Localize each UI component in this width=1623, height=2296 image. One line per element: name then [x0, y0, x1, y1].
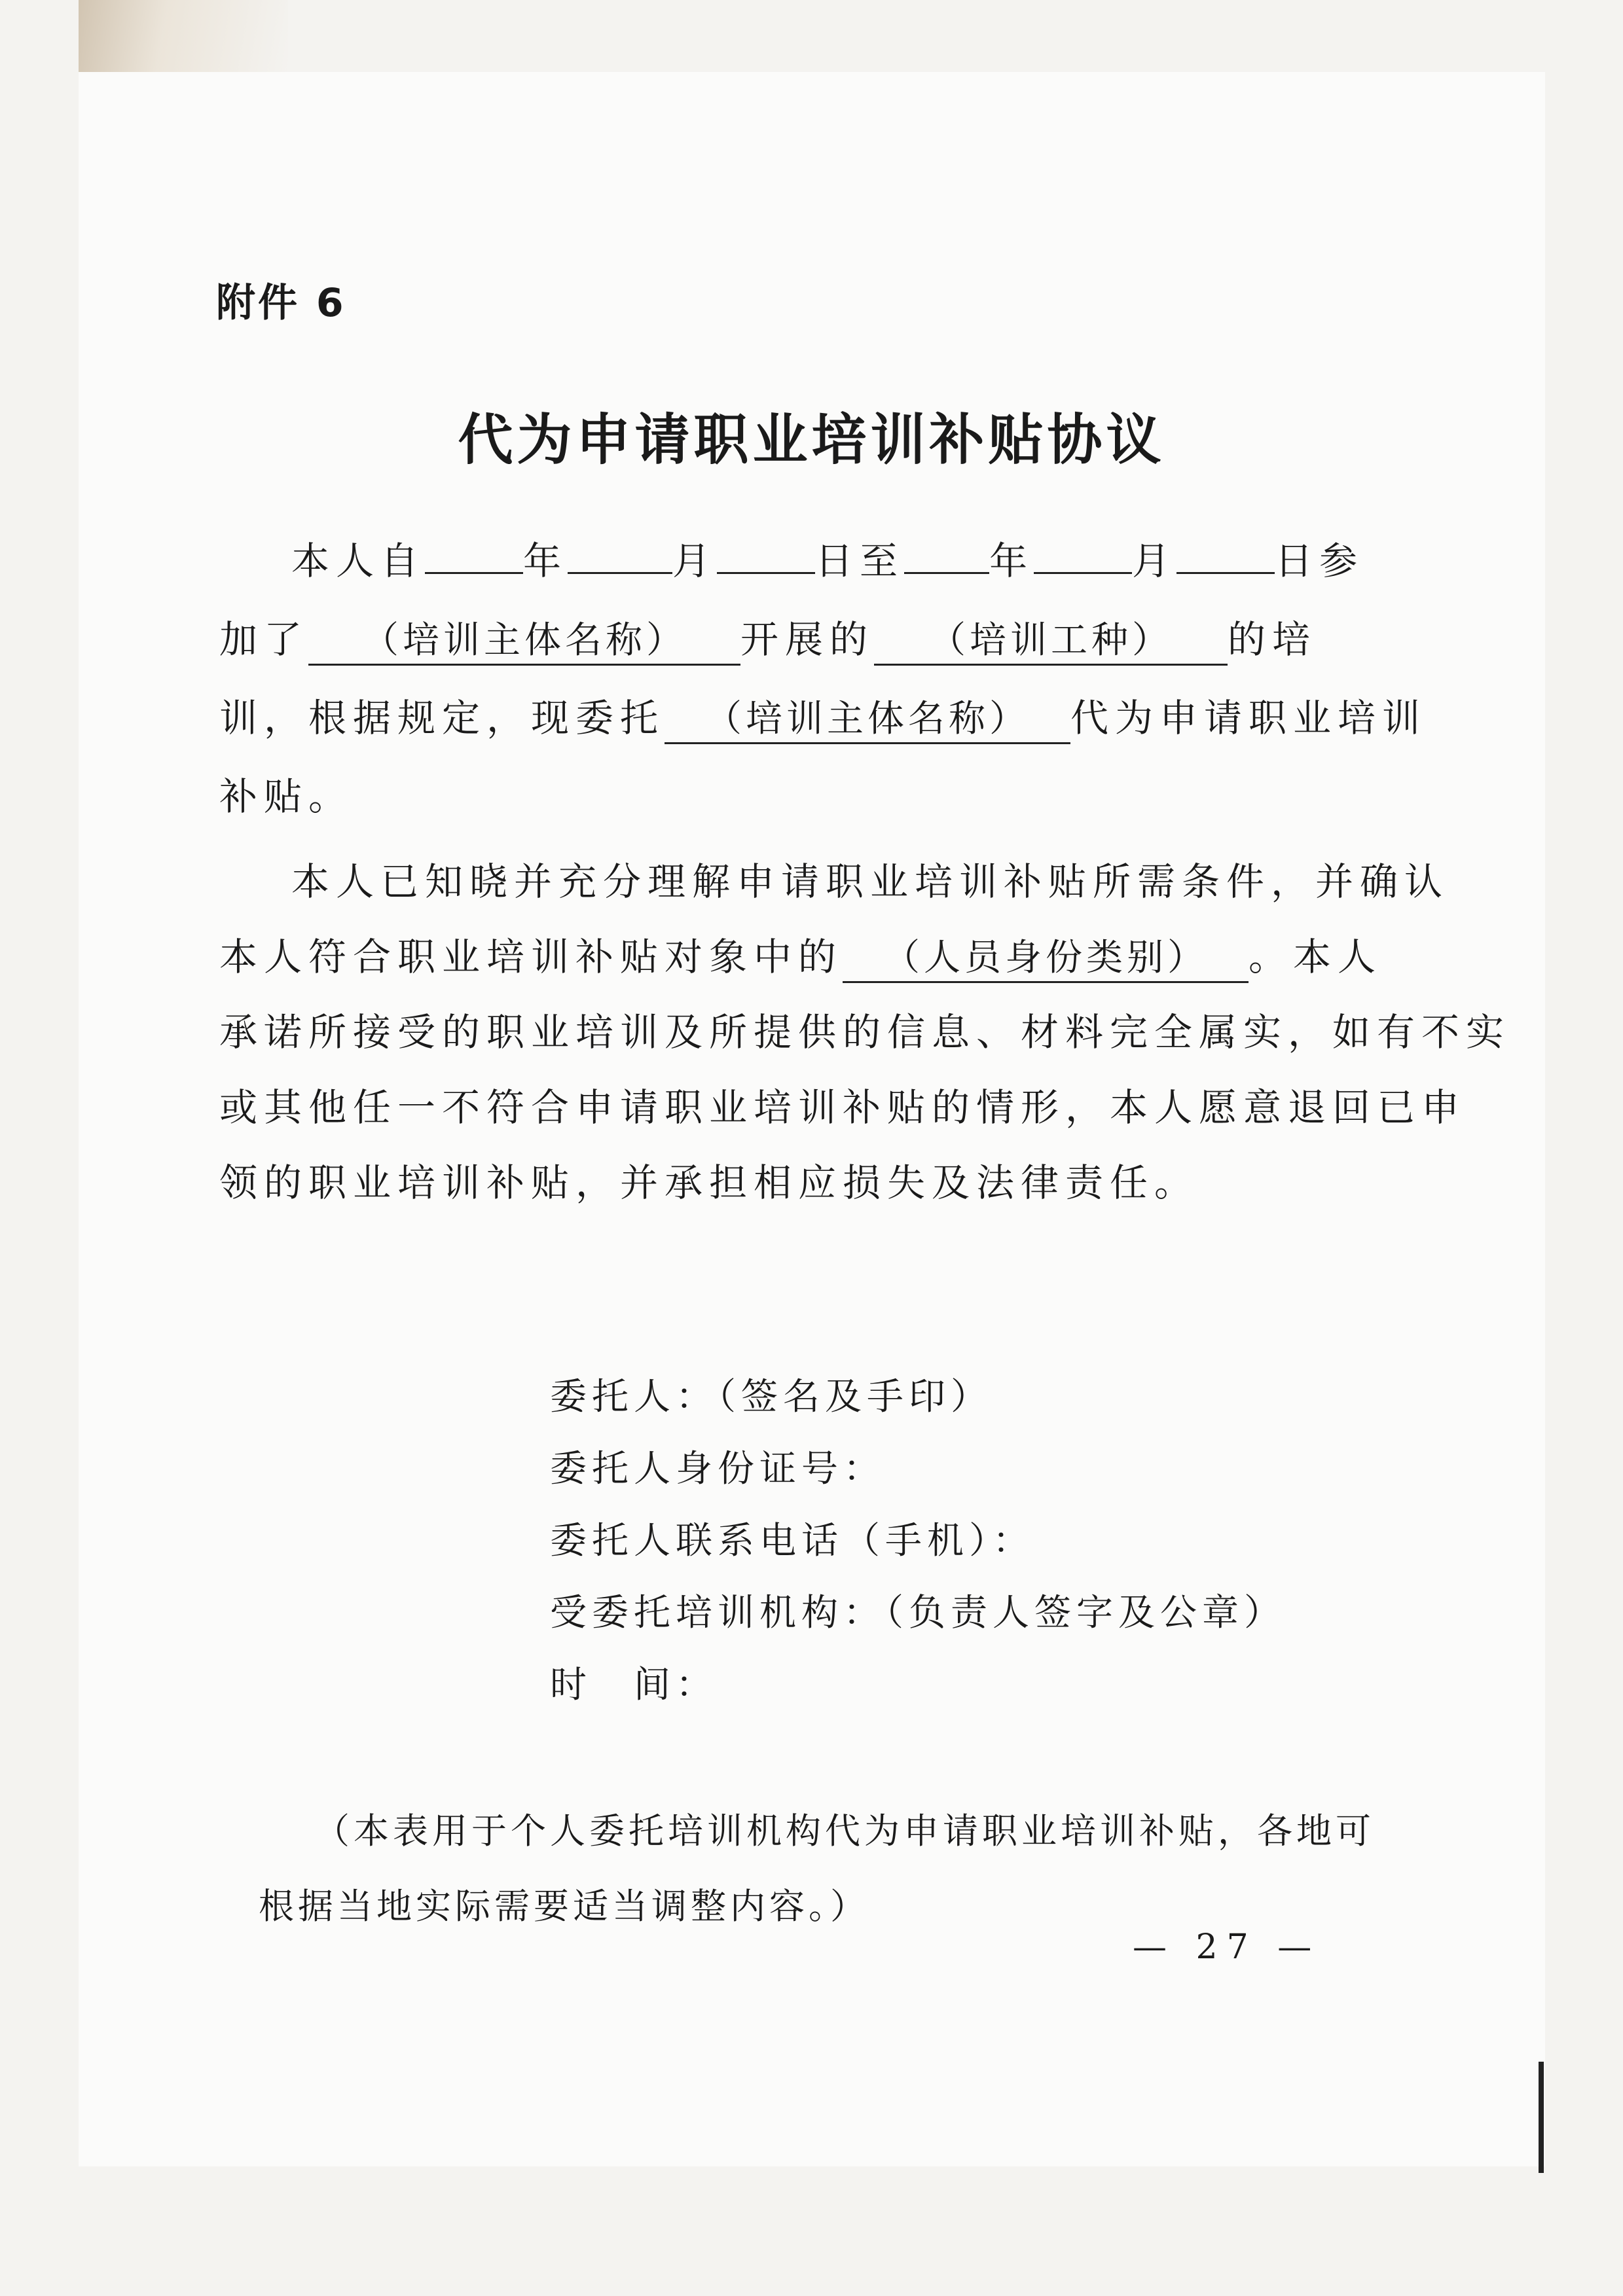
- principal-id-label: 委托人身份证号：: [550, 1448, 885, 1490]
- training-occupation-field[interactable]: （培训工种）: [874, 611, 1228, 666]
- note-line1: （本表用于个人委托培训机构代为申请职业培训补贴，各地可: [314, 1810, 1375, 1852]
- annex-label: 附件 6: [216, 280, 346, 326]
- binding-mark: [1539, 2062, 1544, 2173]
- document-title: 代为申请职业培训补贴协议: [458, 408, 1165, 472]
- para2-line5: 领的职业培训补贴，并承担相应损失及法律责任。: [219, 1160, 1199, 1205]
- date-label: 时 间：: [550, 1664, 718, 1706]
- note-line2: 根据当地实际需要适当调整内容。）: [259, 1886, 869, 1927]
- para1-line4: 补贴。: [219, 774, 354, 819]
- para1-line2: 加了 （培训主体名称） 开展的 （培训工种） 的培: [219, 609, 1317, 666]
- training-subject-name-field[interactable]: （培训主体名称）: [308, 611, 740, 666]
- para2-line1: 本人已知晓并充分理解申请职业培训补贴所需条件，并确认: [291, 859, 1450, 904]
- para1-line3: 训，根据规定，现委托 （培训主体名称） 代为申请职业培训: [219, 687, 1427, 744]
- principal-phone-label: 委托人联系电话（手机）：: [550, 1520, 1034, 1562]
- background-edge: [79, 0, 288, 79]
- personnel-category-field[interactable]: （人员身份类别）: [843, 929, 1249, 983]
- para2-line4: 或其他任一不符合申请职业培训补贴的情形，本人愿意退回已申: [219, 1085, 1467, 1130]
- page-number: — 27 —: [1133, 1928, 1321, 1967]
- para1-line1: 本人自 年 月 日至 年 月 日参: [291, 530, 1364, 585]
- agency-signature-label: 受委托培训机构：（负责人签字及公章）: [550, 1592, 1286, 1634]
- para2-line2: 本人符合职业培训补贴对象中的 （人员身份类别） 。本人: [219, 926, 1382, 983]
- para2-line3: 承诺所接受的职业培训及所提供的信息、材料完全属实，如有不实: [219, 1010, 1511, 1054]
- principal-signature-label: 委托人：（签名及手印）: [550, 1376, 993, 1418]
- entrusted-subject-name-field[interactable]: （培训主体名称）: [665, 690, 1070, 744]
